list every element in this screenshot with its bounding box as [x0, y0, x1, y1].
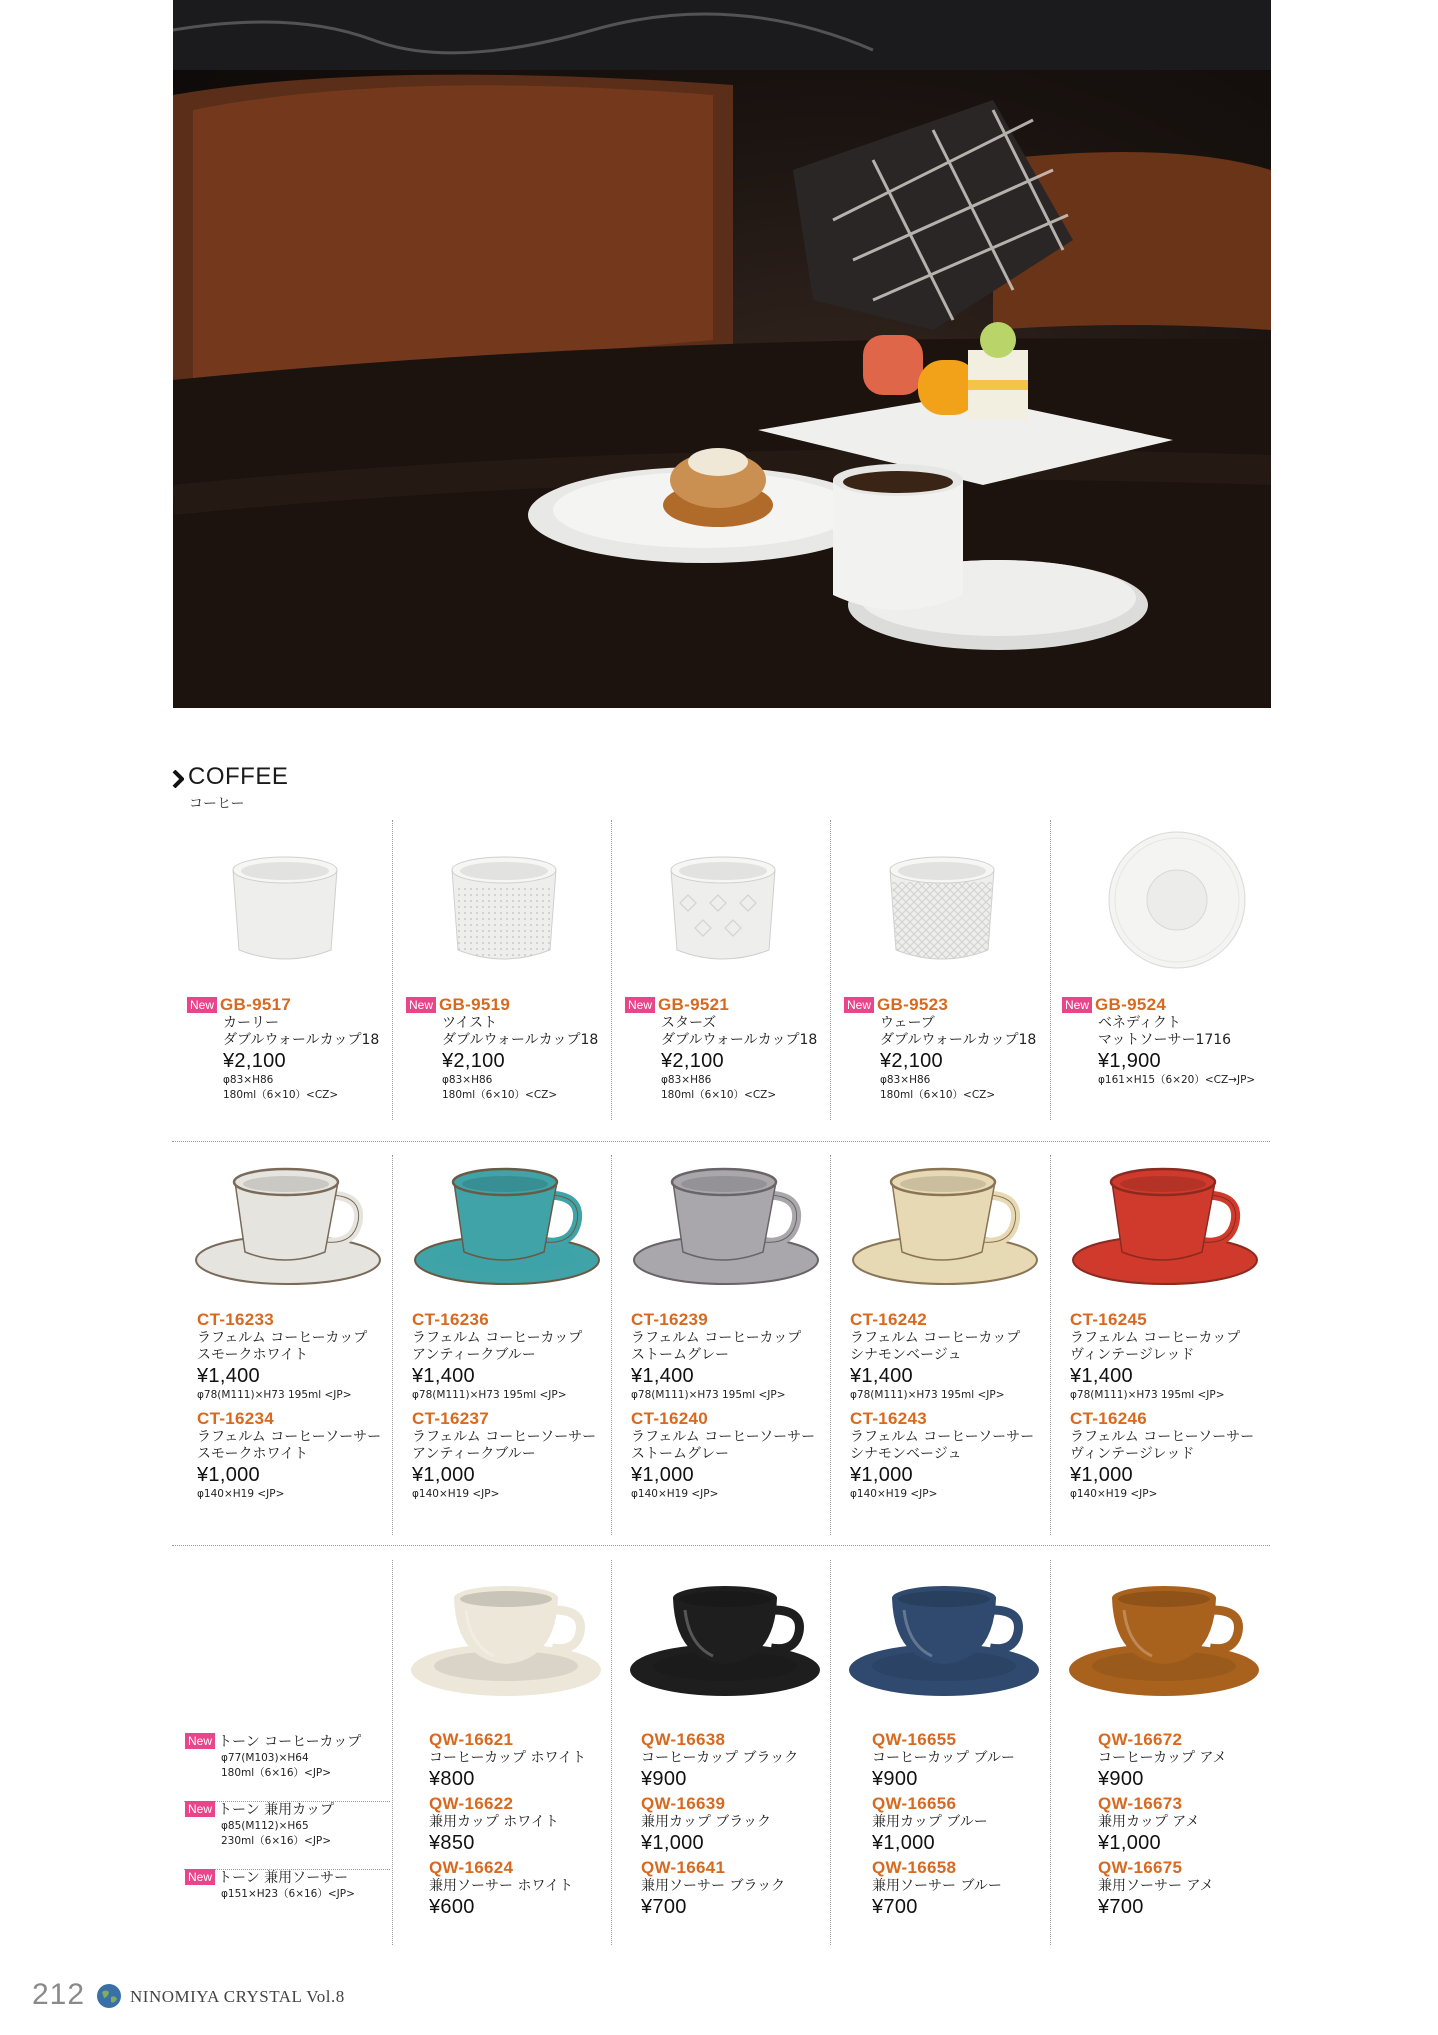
- product-name: ツイスト: [442, 1015, 498, 1031]
- product-info: [1070, 1310, 1254, 1502]
- product-spec: φ83×H86: [223, 1074, 274, 1086]
- product-spec: 180ml（6×16）<JP>: [221, 1767, 332, 1779]
- product-info: [641, 1730, 798, 1919]
- cup-and-saucer-photo: [1062, 1570, 1267, 1700]
- product-price: ¥600: [429, 1896, 475, 1918]
- product-name: 兼用カップ ブラック: [641, 1814, 772, 1830]
- product-code: QW-16675: [1098, 1858, 1183, 1877]
- product-name: ヴィンテージレッド: [1070, 1347, 1195, 1363]
- product-code: QW-16658: [872, 1858, 957, 1877]
- new-badge: New: [844, 997, 874, 1013]
- product-name: コーヒーカップ ブラック: [641, 1750, 799, 1766]
- product-code: CT-16237: [412, 1409, 490, 1428]
- column-divider: [392, 820, 393, 1120]
- new-badge: New: [185, 1733, 215, 1749]
- product-name: 兼用カップ ホワイト: [429, 1814, 559, 1830]
- cup-photo: [882, 850, 1002, 970]
- product-spec: φ78(M111)×H73 195ml <JP>: [631, 1389, 786, 1401]
- cup-photo: [225, 850, 345, 970]
- product-code: CT-16240: [631, 1409, 709, 1428]
- hero-photo: [173, 0, 1271, 708]
- product-price: ¥1,400: [1070, 1365, 1133, 1387]
- product-code: CT-16233: [197, 1310, 275, 1329]
- product-spec: φ83×H86: [442, 1074, 493, 1086]
- cup-and-saucer-photo: [412, 1160, 602, 1290]
- product-name: ウェーブ: [880, 1015, 935, 1031]
- column-divider: [830, 1155, 831, 1535]
- product-name: コーヒーカップ ブルー: [872, 1750, 1015, 1766]
- column-divider: [830, 1560, 831, 1945]
- product-price: ¥700: [1098, 1896, 1144, 1918]
- product-code: CT-16234: [197, 1409, 275, 1428]
- product-name: ラフェルム コーヒーカップ: [1070, 1330, 1241, 1346]
- product-name: ダブルウォールカップ18: [223, 1032, 380, 1048]
- product-price: ¥1,000: [641, 1832, 704, 1854]
- product-name: ラフェルム コーヒーソーサー: [197, 1429, 382, 1445]
- product-name: ベネディクト: [1098, 1015, 1181, 1031]
- section-title: COFFEE: [188, 763, 289, 790]
- product-spec: φ140×H19 <JP>: [197, 1488, 285, 1500]
- column-divider: [1050, 1560, 1051, 1945]
- product-price: ¥900: [872, 1768, 918, 1790]
- new-badge: New: [185, 1869, 215, 1885]
- product-spec: φ77(M103)×H64: [221, 1752, 309, 1764]
- product-name: 兼用カップ ブルー: [872, 1814, 988, 1830]
- product-name: ラフェルム コーヒーソーサー: [412, 1429, 597, 1445]
- product-spec: 180ml（6×10）<CZ>: [880, 1089, 996, 1101]
- tone-legend-item: [185, 1733, 361, 1781]
- product-code: QW-16624: [429, 1858, 514, 1877]
- product-spec: φ78(M111)×H73 195ml <JP>: [412, 1389, 567, 1401]
- product-price: ¥1,000: [412, 1464, 475, 1486]
- product-code: QW-16656: [872, 1794, 957, 1813]
- product-info: [197, 1310, 381, 1502]
- product-spec: 180ml（6×10）<CZ>: [442, 1089, 558, 1101]
- product-price: ¥2,100: [880, 1050, 943, 1072]
- product-code: GB-9521: [658, 995, 730, 1014]
- product-info: [1098, 1730, 1227, 1919]
- product-price: ¥1,900: [1098, 1050, 1161, 1072]
- new-badge: New: [406, 997, 436, 1013]
- product-code: QW-16638: [641, 1730, 726, 1749]
- product-code: QW-16621: [429, 1730, 514, 1749]
- new-badge: New: [1062, 997, 1092, 1013]
- product-code: QW-16622: [429, 1794, 514, 1813]
- product-info: [872, 1730, 1015, 1919]
- product-name: ラフェルム コーヒーカップ: [197, 1330, 368, 1346]
- product-code: CT-16242: [850, 1310, 928, 1329]
- chevron-right-icon: [172, 770, 184, 788]
- product-name: コーヒーカップ ホワイト: [429, 1750, 587, 1766]
- product-price: ¥2,100: [661, 1050, 724, 1072]
- product-price: ¥900: [1098, 1768, 1144, 1790]
- page-number: 212: [32, 1978, 86, 2011]
- product-code: CT-16236: [412, 1310, 490, 1329]
- tone-legend-item: [185, 1869, 355, 1902]
- cup-photo: [444, 850, 564, 970]
- product-name: ラフェルム コーヒーカップ: [631, 1330, 802, 1346]
- product-name: 兼用カップ アメ: [1098, 1814, 1200, 1830]
- product-price: ¥850: [429, 1832, 475, 1854]
- product-info: [1062, 995, 1255, 1088]
- product-name: ラフェルム コーヒーソーサー: [1070, 1429, 1255, 1445]
- section-subtitle: コーヒー: [189, 796, 245, 812]
- product-name: カーリー: [223, 1015, 279, 1031]
- cup-and-saucer-photo: [631, 1160, 821, 1290]
- product-price: ¥900: [641, 1768, 687, 1790]
- brand-name: NINOMIYA CRYSTAL Vol.8: [130, 1987, 345, 2006]
- product-name: スモークホワイト: [197, 1446, 309, 1462]
- product-code: QW-16673: [1098, 1794, 1183, 1813]
- product-code: GB-9524: [1095, 995, 1167, 1014]
- product-spec: φ83×H86: [880, 1074, 931, 1086]
- product-code: CT-16239: [631, 1310, 709, 1329]
- product-info: [406, 995, 598, 1103]
- cup-photo: [663, 850, 783, 970]
- product-name: ストームグレー: [631, 1347, 729, 1363]
- product-price: ¥1,400: [197, 1365, 260, 1387]
- row-divider: [172, 1141, 1270, 1142]
- product-spec: φ140×H19 <JP>: [850, 1488, 938, 1500]
- product-spec: φ83×H86: [661, 1074, 712, 1086]
- new-badge: New: [625, 997, 655, 1013]
- product-spec: φ161×H15（6×20）<CZ→JP>: [1098, 1074, 1256, 1086]
- product-name: ダブルウォールカップ18: [880, 1032, 1037, 1048]
- product-name: ヴィンテージレッド: [1070, 1446, 1195, 1462]
- product-spec: φ85(M112)×H65: [221, 1820, 309, 1832]
- product-spec: φ140×H19 <JP>: [631, 1488, 719, 1500]
- product-name: アンティークブルー: [412, 1347, 536, 1363]
- column-divider: [1050, 1155, 1051, 1535]
- product-name: ラフェルム コーヒーソーサー: [850, 1429, 1035, 1445]
- cup-and-saucer-photo: [193, 1160, 383, 1290]
- cup-and-saucer-photo: [623, 1570, 828, 1700]
- product-code: CT-16246: [1070, 1409, 1148, 1428]
- product-name: ラフェルム コーヒーカップ: [850, 1330, 1021, 1346]
- product-price: ¥1,400: [850, 1365, 913, 1387]
- product-price: ¥2,100: [442, 1050, 505, 1072]
- product-price: ¥1,400: [412, 1365, 475, 1387]
- cup-and-saucer-photo: [842, 1570, 1047, 1700]
- product-price: ¥2,100: [223, 1050, 286, 1072]
- product-price: ¥1,400: [631, 1365, 694, 1387]
- product-name: ダブルウォールカップ18: [661, 1032, 818, 1048]
- product-info: [631, 1310, 815, 1502]
- product-name: シナモンベージュ: [850, 1347, 962, 1363]
- saucer-photo: [1102, 830, 1252, 970]
- product-name: スターズ: [661, 1015, 717, 1031]
- tone-title: トーン 兼用ソーサー: [218, 1870, 349, 1886]
- product-spec: 230ml（6×16）<JP>: [221, 1835, 332, 1847]
- product-spec: φ140×H19 <JP>: [412, 1488, 500, 1500]
- product-name: シナモンベージュ: [850, 1446, 962, 1462]
- product-price: ¥800: [429, 1768, 475, 1790]
- product-spec: φ140×H19 <JP>: [1070, 1488, 1158, 1500]
- new-badge: New: [185, 1801, 215, 1817]
- product-name: コーヒーカップ アメ: [1098, 1750, 1227, 1766]
- product-code: GB-9523: [877, 995, 949, 1014]
- product-code: GB-9517: [220, 995, 292, 1014]
- tone-legend-item: [185, 1801, 334, 1849]
- product-name: ストームグレー: [631, 1446, 729, 1462]
- product-name: スモークホワイト: [197, 1347, 309, 1363]
- product-name: ダブルウォールカップ18: [442, 1032, 599, 1048]
- product-name: 兼用ソーサー アメ: [1098, 1878, 1214, 1894]
- column-divider: [830, 820, 831, 1120]
- row-divider: [172, 1545, 1270, 1546]
- cup-and-saucer-photo: [1070, 1160, 1260, 1290]
- product-price: ¥1,000: [1098, 1832, 1161, 1854]
- product-code: QW-16641: [641, 1858, 726, 1877]
- product-info: [412, 1310, 596, 1502]
- cup-and-saucer-photo: [404, 1570, 609, 1700]
- product-code: CT-16243: [850, 1409, 928, 1428]
- product-price: ¥1,000: [850, 1464, 913, 1486]
- column-divider: [392, 1155, 393, 1535]
- cup-and-saucer-photo: [850, 1160, 1040, 1290]
- product-price: ¥700: [641, 1896, 687, 1918]
- product-name: 兼用ソーサー ブラック: [641, 1878, 786, 1894]
- column-divider: [611, 1560, 612, 1945]
- product-code: QW-16672: [1098, 1730, 1183, 1749]
- product-info: [625, 995, 817, 1103]
- column-divider: [611, 820, 612, 1120]
- tone-title: トーン コーヒーカップ: [218, 1734, 362, 1750]
- product-code: GB-9519: [439, 995, 511, 1014]
- product-name: アンティークブルー: [412, 1446, 536, 1462]
- product-name: 兼用ソーサー ホワイト: [429, 1878, 574, 1894]
- product-info: [429, 1730, 586, 1919]
- product-info: [844, 995, 1036, 1103]
- product-spec: 180ml（6×10）<CZ>: [223, 1089, 339, 1101]
- product-spec: 180ml（6×10）<CZ>: [661, 1089, 777, 1101]
- product-name: 兼用ソーサー ブルー: [872, 1878, 1002, 1894]
- product-info: [850, 1310, 1034, 1502]
- new-badge: New: [187, 997, 217, 1013]
- product-price: ¥1,000: [1070, 1464, 1133, 1486]
- column-divider: [392, 1560, 393, 1945]
- product-spec: φ78(M111)×H73 195ml <JP>: [1070, 1389, 1225, 1401]
- product-code: QW-16639: [641, 1794, 726, 1813]
- product-name: ラフェルム コーヒーソーサー: [631, 1429, 816, 1445]
- product-price: ¥1,000: [631, 1464, 694, 1486]
- product-name: ラフェルム コーヒーカップ: [412, 1330, 583, 1346]
- column-divider: [1050, 820, 1051, 1120]
- product-code: CT-16245: [1070, 1310, 1148, 1329]
- product-spec: φ78(M111)×H73 195ml <JP>: [850, 1389, 1005, 1401]
- product-price: ¥700: [872, 1896, 918, 1918]
- product-spec: φ78(M111)×H73 195ml <JP>: [197, 1389, 352, 1401]
- product-name: マットソーサー1716: [1098, 1032, 1232, 1048]
- tone-title: トーン 兼用カップ: [218, 1802, 335, 1818]
- column-divider: [611, 1155, 612, 1535]
- globe-icon: [96, 1983, 122, 2009]
- product-price: ¥1,000: [872, 1832, 935, 1854]
- product-code: QW-16655: [872, 1730, 957, 1749]
- product-info: [187, 995, 379, 1103]
- product-price: ¥1,000: [197, 1464, 260, 1486]
- product-spec: φ151×H23（6×16）<JP>: [221, 1888, 355, 1900]
